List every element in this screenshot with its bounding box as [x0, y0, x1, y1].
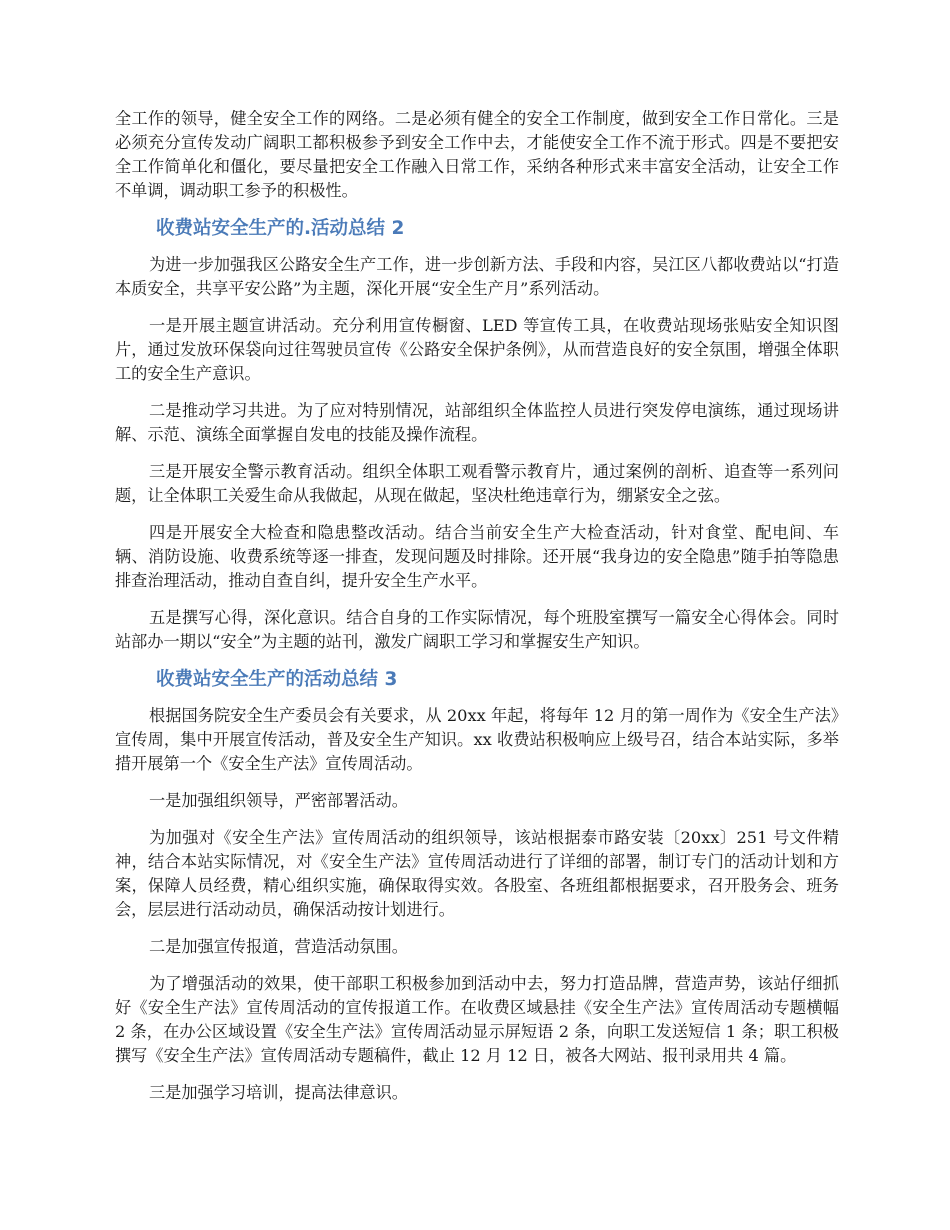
- section-2-paragraph-5: 四是开展安全大检查和隐患整改活动。结合当前安全生产大检查活动，针对食堂、配电间、车辆、消防设施、收费系统等逐一排查，发现问题及时排除。还开展“我身边的安全隐患”随手拍等隐患排查治理活动，推动自查自纠，提升安全生产水平。: [115, 523, 839, 590]
- section-2-paragraph-1: 为进一步加强我区公路安全生产工作，进一步创新方法、手段和内容，吴江区八都收费站以“打造本质安全，共享平安公路”为主题，深化开展“安全生产月”系列活动。: [115, 255, 839, 298]
- section-2-title: 收费站安全生产的.活动总结 2: [156, 218, 405, 239]
- section-2-paragraph-4: 三是开展安全警示教育活动。组织全体职工观看警示教育片，通过案例的剖析、追查等一系列问题，让全体职工关爱生命从我做起，从现在做起，坚决杜绝违章行为，绷紧安全之弦。: [115, 462, 839, 505]
- section-3-paragraph-1: 根据国务院安全生产委员会有关要求，从 20xx 年起，将每年 12 月的第一周作为《安全生产法》宣传周，集中开展宣传活动，普及安全生产知识。xx 收费站积极响应上级号召，结合本站实际，多举措开展第一个《安全生产法》宣传周活动。: [115, 706, 839, 773]
- section-3-paragraph-5: 为了增强活动的效果，使干部职工积极参加到活动中去，努力打造品牌，营造声势，该站仔细抓好《安全生产法》宣传周活动的宣传报道工作。在收费区域悬挂《安全生产法》宣传周活动专题横幅 2 条，在办公区域设置《安全生产法》宣传周活动显示屏短语 2 条，向职工发送短信 1 条；职工积极撰写《安全生产法》宣传周活动专题稿件，截止 12 月 12 日，被各大网站、报刊录用共 4 篇。: [115, 974, 839, 1065]
- section-2-paragraph-3: 二是推动学习共进。为了应对特别情况，站部组织全体监控人员进行突发停电演练，通过现场讲解、示范、演练全面掌握自发电的技能及操作流程。: [115, 401, 839, 444]
- section-3-paragraph-2: 一是加强组织领导，严密部署活动。: [149, 791, 408, 810]
- section-2-paragraph-2: 一是开展主题宣讲活动。充分利用宣传橱窗、LED 等宣传工具，在收费站现场张贴安全知识图片，通过发放环保袋向过往驾驶员宣传《公路安全保护条例》，从而营造良好的安全氛围，增强全体职工的安全生产意识。: [115, 316, 839, 383]
- section-3-paragraph-6: 三是加强学习培训，提高法律意识。: [149, 1083, 408, 1102]
- section-3-paragraph-3: 为加强对《安全生产法》宣传周活动的组织领导，该站根据泰市路安装〔20xx〕251 号文件精神，结合本站实际情况，对《安全生产法》宣传周活动进行了详细的部署，制订专门的活动计划和方案，保障人员经费，精心组织实施，确保取得实效。各股室、各班组都根据要求，召开股务会、班务会，层层进行活动动员，确保活动按计划进行。: [115, 828, 839, 919]
- document-page: [115, 107, 839, 1118]
- section-3-title: 收费站安全生产的活动总结 3: [156, 669, 398, 690]
- section-2-paragraph-6: 五是撰写心得，深化意识。结合自身的工作实际情况，每个班股室撰写一篇安全心得体会。同时站部办一期以“安全”为主题的站刊，激发广阔职工学习和掌握安生产知识。: [115, 608, 839, 651]
- section-3-paragraph-4: 二是加强宣传报道，营造活动氛围。: [149, 937, 408, 956]
- intro-paragraph: 全工作的领导，健全安全工作的网络。二是必须有健全的安全工作制度，做到安全工作日常化。三是必须充分宣传发动广阔职工都积极参予到安全工作中去，才能使安全工作不流于形式。四是不要把安全工作简单化和僵化，要尽量把安全工作融入日常工作，采纳各种形式来丰富安全活动，让安全工作不单调，调动职工参予的积极性。: [115, 109, 839, 200]
